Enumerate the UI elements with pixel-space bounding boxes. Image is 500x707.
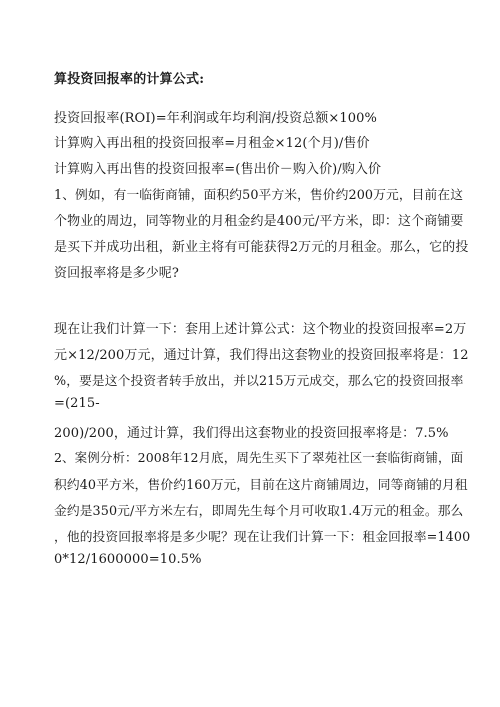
case-analysis-line: 金约是350元/平方米左右，即周先生每个月可收取1.4万元的租金。那么 bbox=[54, 504, 464, 519]
example-1-line: 个物业的周边，同等物业的月租金约是400元/平方米，即：这个商铺要 bbox=[54, 214, 464, 229]
example-1-line: 1、例如，有一临街商铺，面积约50平方米，售价约200万元，目前在这 bbox=[54, 188, 464, 203]
calculation-line: 现在让我们计算一下：套用上述计算公式：这个物业的投资回报率=2万 bbox=[54, 322, 467, 337]
document-title: 算投资回报率的计算公式: bbox=[54, 72, 205, 87]
formula-rent: 计算购入再出租的投资回报率=月租金×12(个月)/售价 bbox=[54, 136, 370, 151]
calculation-line: %，要是这个投资者转手放出，并以215万元成交，那么它的投资回报率 bbox=[54, 374, 464, 389]
case-analysis-line: 积约40平方米，售价约160万元，目前在这片商铺周边，同等商铺的月租 bbox=[54, 478, 468, 493]
calculation-line: 200)/200，通过计算，我们得出这套物业的投资回报率将是：7.5% bbox=[54, 426, 449, 441]
calculation-line: 元×12/200万元，通过计算，我们得出这套物业的投资回报率将是：12 bbox=[54, 348, 469, 363]
example-1-line: 是买下并成功出租，新业主将有可能获得2万元的月租金。那么，它的投 bbox=[54, 240, 469, 255]
case-analysis-line: 0*12/1600000=10.5% bbox=[54, 552, 202, 567]
formula-resale: 计算购入再出售的投资回报率=(售出价－购入价)/购入价 bbox=[54, 162, 382, 177]
example-1-line: 资回报率将是多少呢? bbox=[54, 266, 179, 281]
formula-roi: 投资回报率(ROI)=年利润或年均利润/投资总额×100% bbox=[54, 111, 377, 126]
calculation-line: =(215- bbox=[54, 396, 100, 411]
case-analysis-line: ，他的投资回报率将是多少呢？现在让我们计算一下：租金回报率=1400 bbox=[54, 530, 471, 545]
case-analysis-line: 2、案例分析：2008年12月底，周先生买下了翠苑社区一套临街商铺，面 bbox=[54, 450, 464, 465]
